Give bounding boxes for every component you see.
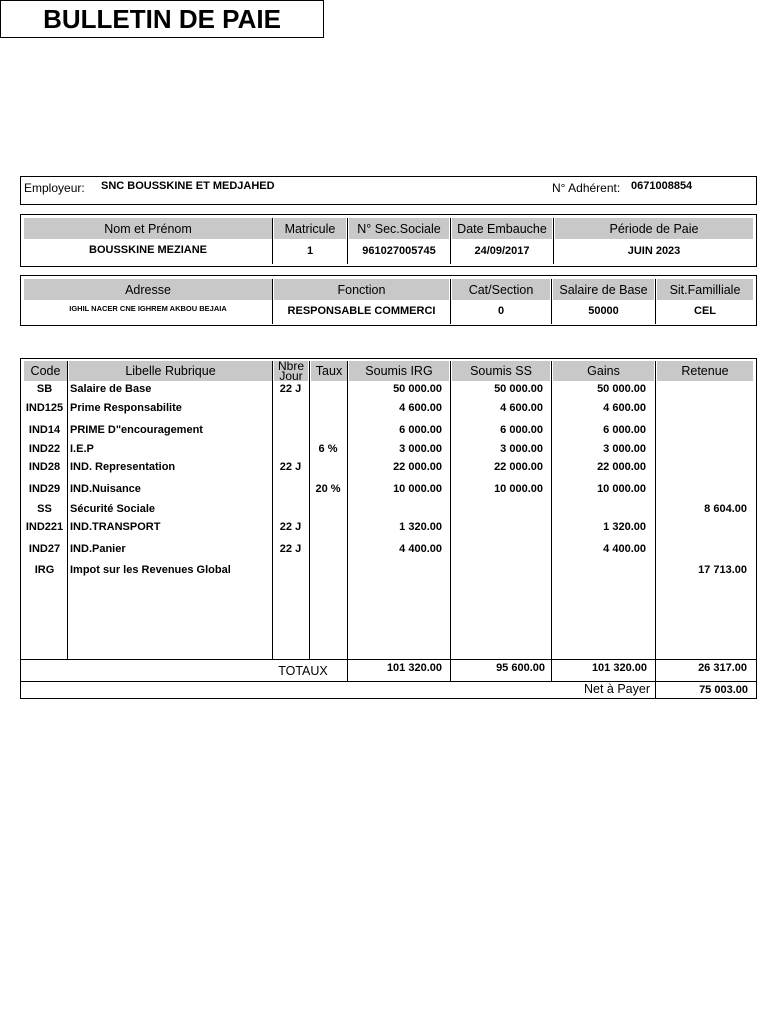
row-irg: 4 600.00 bbox=[399, 402, 442, 414]
row-jour: 22 J bbox=[279, 383, 302, 395]
totals-retenue: 26 317.00 bbox=[698, 662, 747, 674]
row-jour: 22 J bbox=[279, 543, 302, 555]
details-sit-familliale-value: CEL bbox=[694, 305, 716, 317]
row-gains: 6 000.00 bbox=[603, 424, 646, 436]
row-jour: 22 J bbox=[279, 461, 302, 473]
row-gains: 1 320.00 bbox=[603, 521, 646, 533]
row-code: IND22 bbox=[28, 443, 61, 455]
row-libelle: PRIME D"encouragement bbox=[70, 424, 203, 436]
row-ss: 22 000.00 bbox=[494, 461, 543, 473]
col-header-retenue: Retenue bbox=[657, 361, 753, 381]
details-salaire-base-value: 50000 bbox=[588, 305, 619, 317]
row-code: IND14 bbox=[28, 424, 61, 436]
col-header-code: Code bbox=[24, 361, 67, 381]
row-gains: 22 000.00 bbox=[597, 461, 646, 473]
row-retenue: 17 713.00 bbox=[698, 564, 747, 576]
row-gains: 4 400.00 bbox=[603, 543, 646, 555]
row-code: SS bbox=[37, 503, 52, 515]
row-taux: 6 % bbox=[318, 443, 338, 455]
row-ss: 4 600.00 bbox=[500, 402, 543, 414]
details-cat-section-value: 0 bbox=[497, 305, 505, 317]
details-adresse-value: IGHIL NACER CNE IGHREM AKBOU BEJAIA bbox=[69, 304, 227, 313]
details-header-sit-familliale: Sit.Familliale bbox=[657, 279, 753, 300]
col-header-soumis-ss: Soumis SS bbox=[452, 361, 550, 381]
row-irg: 1 320.00 bbox=[399, 521, 442, 533]
row-code: IND221 bbox=[25, 521, 64, 533]
row-irg: 22 000.00 bbox=[393, 461, 442, 473]
employer-label: Employeur: bbox=[24, 181, 85, 195]
row-irg: 6 000.00 bbox=[399, 424, 442, 436]
row-gains: 4 600.00 bbox=[603, 402, 646, 414]
row-ss: 10 000.00 bbox=[494, 483, 543, 495]
employee-periode-value: JUIN 2023 bbox=[627, 245, 681, 257]
employee-name-value: BOUSSKINE MEZIANE bbox=[89, 244, 207, 256]
row-libelle: IND. Representation bbox=[70, 461, 176, 473]
row-code: IND29 bbox=[28, 483, 61, 495]
adherent-value: 0671008854 bbox=[631, 180, 693, 192]
row-gains: 3 000.00 bbox=[603, 443, 646, 455]
row-irg: 4 400.00 bbox=[399, 543, 442, 555]
details-header-salaire-base: Salaire de Base bbox=[553, 279, 654, 300]
col-header-taux: Taux bbox=[311, 361, 347, 381]
details-header-adresse: Adresse bbox=[24, 279, 272, 300]
col-header-jour: Jour bbox=[279, 369, 303, 383]
totals-irg: 101 320.00 bbox=[386, 662, 442, 674]
row-irg: 10 000.00 bbox=[393, 483, 442, 495]
col-header-nbre: Nbre bbox=[277, 359, 304, 373]
row-jour: 22 J bbox=[279, 521, 302, 533]
row-libelle: Prime Responsabilite bbox=[70, 402, 182, 414]
row-libelle: I.E.P bbox=[70, 443, 94, 455]
row-libelle: IND.Panier bbox=[70, 543, 126, 555]
row-ss: 3 000.00 bbox=[500, 443, 543, 455]
col-header-libelle: Libelle Rubrique bbox=[69, 361, 272, 381]
row-gains: 10 000.00 bbox=[597, 483, 646, 495]
row-libelle: IND.Nuisance bbox=[70, 483, 141, 495]
details-header-fonction: Fonction bbox=[274, 279, 449, 300]
net-value: 75 003.00 bbox=[699, 684, 748, 696]
employee-header-secsociale: N° Sec.Sociale bbox=[349, 218, 449, 239]
col-header-gains: Gains bbox=[553, 361, 654, 381]
totals-label: TOTAUX bbox=[278, 664, 328, 678]
row-code: IRG bbox=[34, 564, 55, 576]
document-title: BULLETIN DE PAIE bbox=[0, 0, 324, 38]
col-header-nbre-jour bbox=[274, 361, 308, 381]
row-libelle: Impot sur les Revenues Global bbox=[70, 564, 231, 576]
col-header-soumis-irg: Soumis IRG bbox=[349, 361, 449, 381]
employee-header-matricule: Matricule bbox=[274, 218, 346, 239]
employee-secsociale-value: 961027005745 bbox=[362, 245, 436, 257]
row-code: IND27 bbox=[28, 543, 61, 555]
employee-matricule-value: 1 bbox=[306, 245, 314, 257]
row-libelle: Sécurité Sociale bbox=[70, 503, 155, 515]
row-retenue: 8 604.00 bbox=[704, 503, 747, 515]
row-ss: 6 000.00 bbox=[500, 424, 543, 436]
row-irg: 3 000.00 bbox=[399, 443, 442, 455]
net-label: Net à Payer bbox=[583, 682, 650, 696]
row-libelle: IND.TRANSPORT bbox=[70, 521, 161, 533]
employee-date-embauche-value: 24/09/2017 bbox=[474, 245, 530, 257]
row-taux: 20 % bbox=[315, 483, 341, 495]
details-fonction-value: RESPONSABLE COMMERCI bbox=[287, 305, 436, 317]
totals-ss: 95 600.00 bbox=[496, 662, 545, 674]
employee-header-periode: Période de Paie bbox=[555, 218, 753, 239]
row-code: IND28 bbox=[28, 461, 61, 473]
row-ss: 50 000.00 bbox=[494, 383, 543, 395]
adherent-label: N° Adhérent: bbox=[552, 181, 621, 195]
details-header-cat-section: Cat/Section bbox=[452, 279, 550, 300]
employee-header-date-embauche: Date Embauche bbox=[452, 218, 552, 239]
row-irg: 50 000.00 bbox=[393, 383, 442, 395]
employer-name: SNC BOUSSKINE ET MEDJAHED bbox=[101, 180, 275, 192]
row-libelle: Salaire de Base bbox=[70, 383, 152, 395]
totals-gains: 101 320.00 bbox=[591, 662, 647, 674]
row-code: IND125 bbox=[25, 402, 64, 414]
row-gains: 50 000.00 bbox=[597, 383, 646, 395]
row-code: SB bbox=[36, 383, 53, 395]
employee-header-name: Nom et Prénom bbox=[24, 218, 272, 239]
